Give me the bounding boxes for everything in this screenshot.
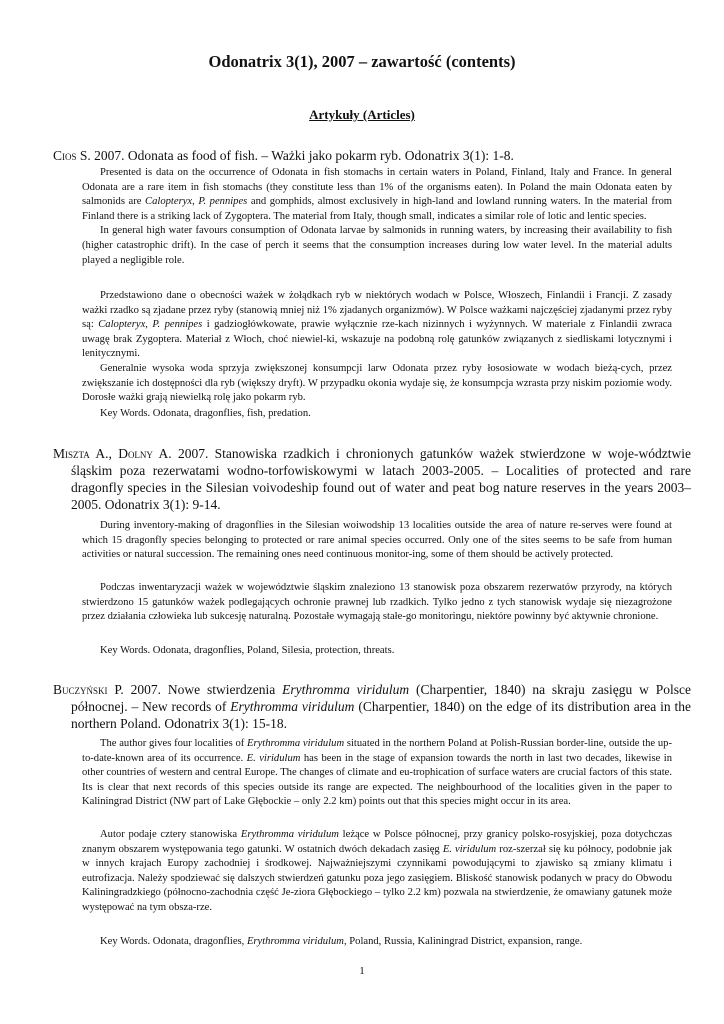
article-1-citation [53, 147, 691, 164]
abstract-paragraph: The author gives four localities of Erythromma viridulum situated in the northern Poland at Polish-Russian border-line, outside the up-to-date-known area of its occurrence. E. viridulum has been in the stage of expansion towards the north in last two decades, likewise in other countries of western and central Europe. The changes of climate and eu-trophication of surface waters are crucial factors of this state. Its is clear that next records of this species outside its range are expected. The neighbourhood of the localities given in the paper to Kaliningrad District (NW part of Lake Głębockie – only 2.2 km) points out that this species might occur in its area. [82, 738, 672, 808]
article-1-abstract-en [82, 166, 672, 268]
article-1-abstract-pl [82, 289, 672, 406]
author-initial: C [53, 148, 63, 163]
citation-text: S. 2007. Odonata as food of fish. – Ważki jako pokarm ryb. Odonatrix 3(1): 1-8. [76, 148, 514, 163]
article-3-keywords: Key Words. Odonata, dragonflies, Erythromma viridulum, Poland, Russia, Kaliningrad District, expansion, range. [100, 936, 583, 947]
article-3-abstract-pl [82, 828, 672, 916]
abstract-paragraph: Generalnie wysoka woda sprzyja zwiększonej konsumpcji larw Odonata przez ryby łososiowate w wodach bieżą-cych, przez zwiększanie ich dostępności dla ryb (większy dryft). W przypadku okonia wydaje się, że konsumpcja wzrasta przy niskim poziomie wody. Dorosłe ważki grają niewielką rolę jako pokarm ryb. [82, 362, 672, 404]
author-name-smallcaps: ios [62, 148, 77, 163]
article-3-abstract-en [82, 737, 672, 810]
abstract-paragraph: Przedstawiono dane o obecności ważek w żołądkach ryb w niektórych wodach w Polsce, Włoszech, Finlandii i Francji. Z zasady ważki rzadko są zjadane przez ryby (stanowią mniej niż 1% zjadanych organizmów). W Polsce ważkami najczęściej zjadanymi przez ryby są: Calopteryx, P. pennipes i gadziogłówkowate, prawie wyłącznie rze-kach nizinnych i wyżynnych. W materiale z Finlandii zwraca uwagę brak Zygoptera. Materiał z Włoch, choć niewiel-ki, wskazuje na podobną rolę gatunków związanych z siedliskami lotycznymi i lenitycznymi. [82, 290, 672, 360]
abstract-paragraph: During inventory-making of dragonflies in the Silesian woiwodship 13 localities outside the area of nature re-serves were found at which 15 dragonfly species belonging to protected or rare animal species occurred. Only one of the sites seems to be safe from human activities or natural succession. The remaining ones need continuous monitor-ing, some of them should be actively protected. [82, 520, 672, 561]
page-title: Odonatrix 3(1), 2007 – zawartość (contents) [208, 52, 516, 71]
abstract-paragraph: Podczas inwentaryzacji ważek w województwie śląskim znaleziono 13 stanowisk poza obszarem rezerwatów przyrody, na których stwierdzono 15 gatunków ważek podlegających ochronie prawnej lub rzadkich. Tylko jedno z tych stanowisk wydaje się niezagrożone przez działania człowieka lub sukcesję naturalną. Pozostałe wymagają stałe-go monitoringu, niektóre powinny być aktywnie chronione. [82, 582, 672, 623]
abstract-paragraph: Autor podaje cztery stanowiska Erythromma viridulum leżące w Polsce północnej, przy granicy polsko-rosyjskiej, poza dotychczas znanym obszarem występowania tego gatunki. W ostatnich dwóch dekadach zasięg E. viridulum roz-szerzał się ku północy, podobnie jak w innych krajach Europy zachodniej i środkowej. Najważniejszymi czynnikami powodującymi to zjawisko są zmiany klimatu i eutrofizacja. Należy spodziewać się dalszych stwierdzeń gatunku poza jego zasięgiem. Bliskość stanowisk podanych w pracy do Obwodu Kaliningradzkiego (północno-zachodnia część Je-ziora Głębockiego – tylko 2.2 km) pozwala na stwierdzenie, że omawiany gatunek może występować na tym obsza-rze. [82, 829, 672, 913]
article-2-keywords: Key Words. Odonata, dragonflies, Poland, Silesia, protection, threats. [100, 645, 395, 656]
article-2-abstract-en [82, 519, 672, 563]
article-1-keywords: Key Words. Odonata, dragonflies, fish, predation. [100, 408, 311, 419]
abstract-paragraph: In general high water favours consumption of Odonata larvae by salmonids in running waters, by increasing their availability to fish (higher catastrophic drift). In the case of perch it seems that the consumption increases during low water level. In the material adults played a negligible role. [82, 225, 672, 266]
article-2-abstract-pl [82, 581, 672, 625]
article-2-citation: Miszta A., Dolny A. 2007. Stanowiska rzadkich i chronionych gatunków ważek stwierdzone w woje-wództwie śląskim poza rezerwatami wodno-torfowiskowymi w latach 2003-2005. – Localities of protected and rare dragonfly species in the Silesian voivodeship found out of water and peat bog nature reserves in the years 2003–2005. Odonatrix 3(1): 9-14. [53, 446, 691, 512]
article-3-citation: Buczyński P. 2007. Nowe stwierdzenia Erythromma viridulum (Charpentier, 1840) na skraju zasięgu w Polsce północnej. – New records of Erythromma viridulum (Charpentier, 1840) on the edge of its distribution area in the northern Poland. Odonatrix 3(1): 15-18. [53, 682, 691, 731]
page-number: 1 [359, 965, 365, 977]
section-heading: Artykuły (Articles) [309, 107, 415, 122]
abstract-paragraph: Presented is data on the occurrence of Odonata in fish stomachs in certain waters in Poland, Finland, Italy and France. In general Odonata are a rare item in fish stomachs (they constitute less than 1% of the organisms eaten). In Poland the main Odonata eaten by salmonids are Calopteryx, P. pennipes and gomphids, almost exclusively in high-land and lowland running waters. In the material from Finland there is a striking lack of Zygoptera. The material from Italy, though small, indicates a similar role of lotic and lentic species. [82, 167, 673, 222]
